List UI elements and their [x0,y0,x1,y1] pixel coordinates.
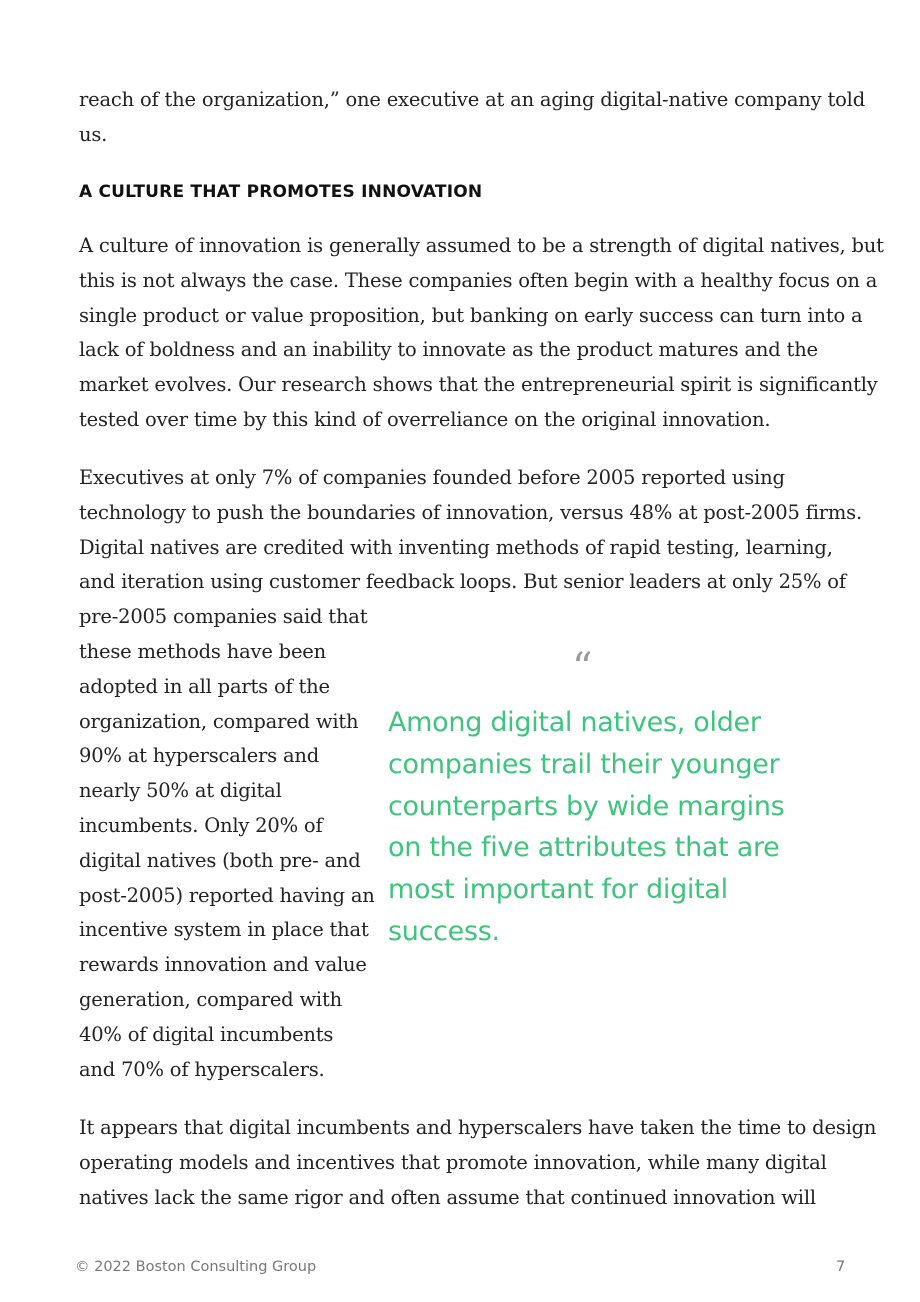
pull-quote-line: companies trail their younger [388,748,780,780]
text-line: nearly 50% at digital [79,779,282,803]
pull-quote-line: Among digital natives, older [388,707,761,738]
pull-quote-line: most important for digital [388,874,728,906]
text-line: rewards innovation and value [79,953,367,977]
text-line: Digital natives are credited with inventing methods of rapid testing, learning, [79,535,833,559]
quote-mark-icon: “ [572,645,593,691]
paragraph-culture [79,229,884,438]
pull-quote-line: counterparts by wide margins [388,790,785,822]
page-number: 7 [836,1259,846,1275]
text-line: natives lack the same rigor and often assume that continued innovation will [79,1185,816,1209]
section-heading: A CULTURE THAT PROMOTES INNOVATION [79,182,483,202]
text-line: adopted in all parts of the [79,674,330,698]
text-line: 90% at hyperscalers and [79,744,320,768]
text-line: us. [79,122,108,146]
intro-paragraph [79,83,865,153]
text-line: these methods have been [79,639,326,663]
text-line: technology to push the boundaries of innovation, versus 48% at post-2005 firms. [79,500,862,524]
text-line: this is not always the case. These companies often begin with a healthy focus on a [79,268,878,292]
footer-copyright: © 2022 Boston Consulting Group [75,1259,317,1275]
text-line: post-2005) reported having an [79,883,375,907]
text-line: incentive system in place that [79,918,369,942]
text-line: operating models and incentives that promote innovation, while many digital [79,1150,827,1174]
text-line: pre-2005 companies said that [79,605,368,629]
paragraph-incumbents [79,1111,877,1215]
text-line: and 70% of hyperscalers. [79,1057,325,1081]
pull-quote-line: success. [388,915,500,947]
text-line: market evolves. Our research shows that the entrepreneurial spirit is significantly [79,373,878,397]
text-line: tested over time by this kind of overreliance on the original innovation. [79,407,771,431]
pull-quote [388,702,858,953]
text-line: reach of the organization,” one executive at an aging digital-native company told [79,88,865,111]
text-line: organization, compared with [79,709,359,733]
text-line: A culture of innovation is generally assumed to be a strength of digital natives, but [79,234,884,257]
text-line: 40% of digital incumbents [79,1022,334,1046]
pull-quote-line: on the five attributes that are [388,832,780,864]
text-line: incumbents. Only 20% of [79,813,323,837]
text-line: It appears that digital incumbents and hyperscalers have taken the time to design [79,1116,877,1139]
text-line: digital natives (both pre- and [79,848,361,872]
text-line: lack of boldness and an inability to innovate as the product matures and the [79,338,818,362]
text-line: Executives at only 7% of companies founded before 2005 reported using [79,466,785,489]
text-line: and iteration using customer feedback loops. But senior leaders at only 25% of [79,570,846,594]
text-line: generation, compared with [79,987,342,1011]
text-line: single product or value proposition, but banking on early success can turn into a [79,303,863,327]
